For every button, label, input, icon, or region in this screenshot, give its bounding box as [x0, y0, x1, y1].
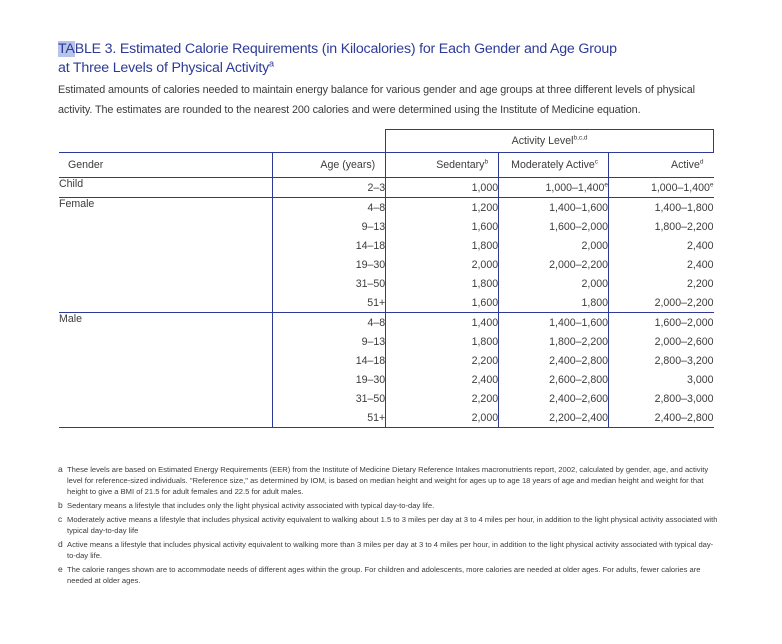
age-cell: 14–18 — [273, 351, 386, 370]
calorie-table — [59, 129, 714, 428]
table-row — [59, 370, 714, 389]
footnote-mark: b — [58, 500, 63, 510]
footnote-item — [58, 500, 720, 511]
col-moderate: Moderately Active$^c$ — [499, 153, 609, 178]
age-cell: 2–3 — [273, 178, 386, 198]
sedentary-cell: 1,600 — [386, 217, 499, 236]
sedentary-cell: 2,000 — [386, 255, 499, 274]
footnote-item — [58, 539, 720, 561]
moderate-cell: 2,200–2,400 — [499, 408, 609, 428]
moderate-cell: 2,400–2,800 — [499, 351, 609, 370]
moderate-cell: 2,400–2,600 — [499, 389, 609, 408]
table-row — [59, 255, 714, 274]
intro-paragraph: Estimated amounts of calories needed to maintain energy balance for various gender and age groups at three different levels of physical activity. The estimates are rounded to the nearest 200 calories and were determined using the Institute of Medicine equation. — [58, 84, 695, 116]
sedentary-cell: 2,000 — [386, 408, 499, 428]
active-cell: 2,800–3,200 — [609, 351, 714, 370]
active-cell: 2,400 — [609, 255, 714, 274]
footnote-text: The calorie ranges shown are to accommodate needs of different ages within the group. For children and adolescents, more calories are needed at older ages. For adults, fewer calories are needed at older ages. — [67, 565, 701, 585]
footnote-item — [58, 564, 720, 586]
footnote-item — [58, 464, 720, 497]
gender-cell — [59, 332, 273, 351]
gender-cell — [59, 370, 273, 389]
moderate-cell: 1,400–1,600 — [499, 198, 609, 218]
column-header-row — [59, 153, 714, 178]
sedentary-cell: 1,800 — [386, 274, 499, 293]
gender-cell — [59, 236, 273, 255]
gender-cell — [59, 274, 273, 293]
active-cell: 2,000–2,600 — [609, 332, 714, 351]
gender-cell — [59, 389, 273, 408]
activity-level-header: Activity Level$^{b,c,d}$ — [386, 130, 714, 153]
sedentary-cell: 1,800 — [386, 236, 499, 255]
age-cell: 51+ — [273, 408, 386, 428]
sedentary-cell: 2,400 — [386, 370, 499, 389]
active-cell: 2,400 — [609, 236, 714, 255]
sedentary-cell: 1,400 — [386, 313, 499, 333]
table-row — [59, 293, 714, 313]
col-sedentary: Sedentary$^b$ — [386, 153, 499, 178]
gender-cell — [59, 255, 273, 274]
sedentary-cell: 1,600 — [386, 293, 499, 313]
moderate-cell: 1,800 — [499, 293, 609, 313]
active-cell: 2,200 — [609, 274, 714, 293]
gender-cell — [59, 351, 273, 370]
title-highlight: TA — [58, 41, 75, 57]
age-cell: 19–30 — [273, 255, 386, 274]
moderate-cell: 2,600–2,800 — [499, 370, 609, 389]
active-cell: 1,800–2,200 — [609, 217, 714, 236]
moderate-cell: 1,800–2,200 — [499, 332, 609, 351]
footnote-text: Sedentary means a lifestyle that includes only the light physical activity associated with typical day-to-day life. — [67, 501, 435, 510]
age-cell: 31–50 — [273, 274, 386, 293]
moderate-cell: 2,000–2,200 — [499, 255, 609, 274]
title-line2: at Three Levels of Physical Activity — [58, 60, 269, 76]
footnote-text: Active means a lifestyle that includes physical activity equivalent to walking more than 3 miles per day at 3 to 4 miles per hour, in addition to the light physical activity associated with typical day-to-day life. — [67, 540, 714, 560]
footnote-mark: e — [58, 564, 63, 574]
gender-cell — [59, 293, 273, 313]
footnote-mark: a — [58, 464, 63, 474]
table-title — [58, 40, 758, 78]
table-row — [59, 332, 714, 351]
active-cell: 2,400–2,800 — [609, 408, 714, 428]
age-cell: 4–8 — [273, 198, 386, 218]
group-header-row — [59, 130, 714, 153]
table-row — [59, 389, 714, 408]
sedentary-cell: 1,800 — [386, 332, 499, 351]
age-cell: 51+ — [273, 293, 386, 313]
gender-cell — [59, 217, 273, 236]
footnote-text: These levels are based on Estimated Energy Requirements (EER) from the Institute of Medicine Dietary Reference Intakes macronutrients report, 2002, calculated by gender, age, and activity level for reference-sized individuals. "Reference size," as determined by IOM, is based on median height and weight for ages up to age 18 years of age and median height and weight for that height to give a BMI of 21.5 for adult females and 22.5 for adult males. — [67, 465, 709, 496]
moderate-cell: 2,000 — [499, 274, 609, 293]
active-cell: 3,000 — [609, 370, 714, 389]
col-age: Age (years) — [273, 153, 386, 178]
table-row — [59, 217, 714, 236]
table-row — [59, 274, 714, 293]
col-gender: Gender — [59, 153, 273, 178]
footnote-mark: d — [58, 539, 63, 549]
footnote-mark: c — [58, 514, 63, 524]
age-cell: 9–13 — [273, 217, 386, 236]
active-cell: 1,600–2,000 — [609, 313, 714, 333]
sedentary-cell: 1,200 — [386, 198, 499, 218]
moderate-cell: 1,400–1,600 — [499, 313, 609, 333]
age-cell: 9–13 — [273, 332, 386, 351]
table-row — [59, 178, 714, 198]
sedentary-cell: 2,200 — [386, 389, 499, 408]
table-row — [59, 313, 714, 333]
sedentary-cell: 2,200 — [386, 351, 499, 370]
moderate-cell: 2,000 — [499, 236, 609, 255]
age-cell: 14–18 — [273, 236, 386, 255]
sedentary-cell: 1,000 — [386, 178, 499, 198]
title-note-mark: a — [268, 58, 274, 69]
table-row — [59, 236, 714, 255]
active-cell: 2,800–3,000 — [609, 389, 714, 408]
active-cell: 1,000–1,400e — [609, 178, 714, 198]
col-active: Active$^d$ — [609, 153, 714, 178]
age-cell: 19–30 — [273, 370, 386, 389]
gender-cell: Male — [59, 313, 82, 325]
title-label: BLE 3. — [74, 41, 117, 57]
table-row — [59, 351, 714, 370]
footnote-item — [58, 514, 720, 536]
footnotes — [58, 464, 720, 589]
table-row — [59, 198, 714, 218]
footnote-text: Moderately active means a lifestyle that includes physical activity equivalent to walking about 1.5 to 3 miles per day at 3 to 4 miles per hour, in addition to the light physical activity associated with typical day-to-day life — [67, 515, 718, 535]
age-cell: 31–50 — [273, 389, 386, 408]
moderate-cell: 1,000–1,400e — [499, 178, 609, 198]
gender-cell: Female — [59, 198, 95, 210]
moderate-cell: 1,600–2,000 — [499, 217, 609, 236]
active-cell: 1,400–1,800 — [609, 198, 714, 218]
gender-cell: Child — [59, 178, 273, 198]
table-row — [59, 408, 714, 428]
gender-cell — [59, 408, 273, 428]
active-cell: 2,000–2,200 — [609, 293, 714, 313]
age-cell: 4–8 — [273, 313, 386, 333]
title-line1: Estimated Calorie Requirements (in Kilocalories) for Each Gender and Age Group — [116, 41, 617, 57]
